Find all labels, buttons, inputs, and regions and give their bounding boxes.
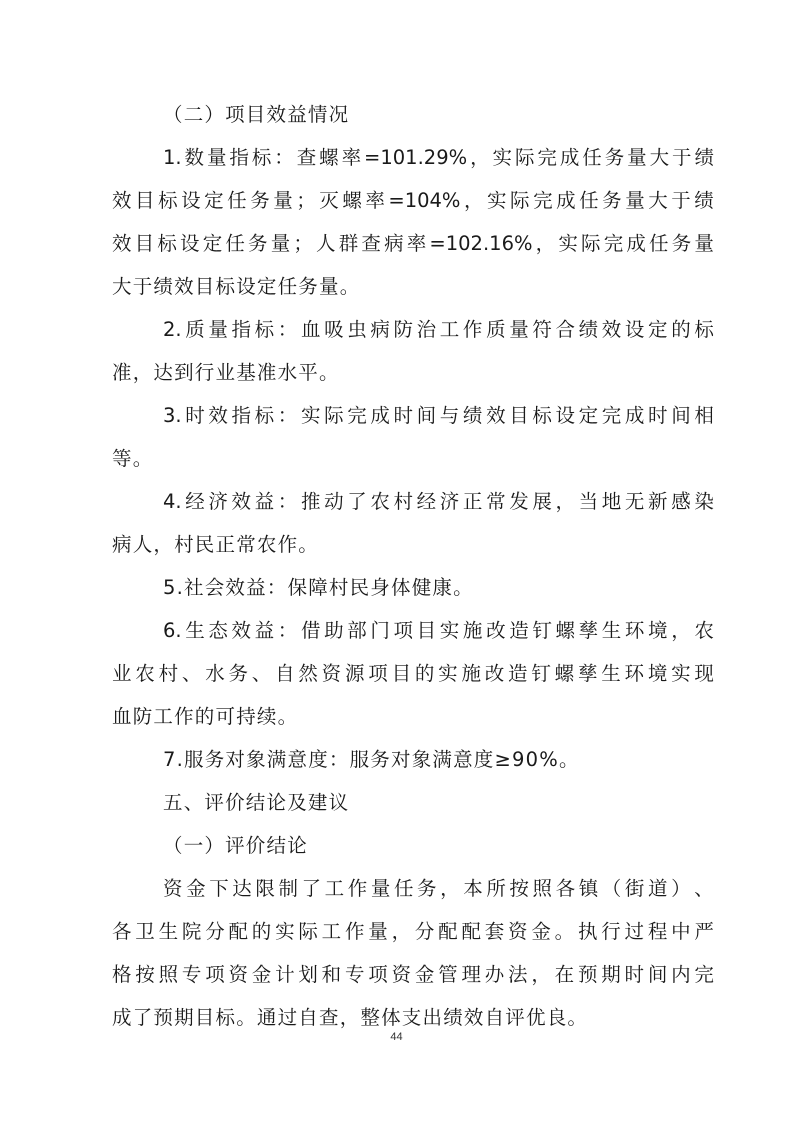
paragraph-line: 血防工作的可持续。: [112, 705, 299, 728]
paragraph-line: 7.服务对象满意度：服务对象满意度≥90%。: [163, 748, 580, 771]
paragraph-line: 效 目 标 设 定 任 务 量 ； 人 群 查 病 率 =102.16% ， 实 际 完 成 任 务 量: [112, 232, 714, 255]
paragraph-line: 各 卫 生 院 分 配 的 实 际 工 作 量 ， 分 配 配 套 资 金 。 执 行 过 程 中 严: [112, 920, 714, 943]
paragraph-line: 成了预期目标。通过自查，整体支出绩效自评优良。: [112, 1006, 589, 1029]
paragraph-line: 资 金 下 达 限 制 了 工 作 量 任 务 ， 本 所 按 照 各 镇 （ 街 道 ） 、: [163, 877, 714, 900]
subsection-heading-project-benefits: （二）项目效益情况: [163, 103, 350, 126]
paragraph-line: 6. 生 态 效 益 ： 借 助 部 门 项 目 实 施 改 造 钉 螺 孳 生 环 境 ， 农: [163, 619, 714, 642]
paragraph-line: 2. 质 量 指 标 ： 血 吸 虫 病 防 治 工 作 质 量 符 合 绩 效 设 定 的 标: [163, 318, 714, 341]
paragraph-line: 3. 时 效 指 标 ： 实 际 完 成 时 间 与 绩 效 目 标 设 定 完 成 时 间 相: [163, 404, 714, 427]
paragraph-line: 等。: [112, 447, 154, 470]
paragraph-line: 准，达到行业基准水平。: [112, 361, 340, 384]
paragraph-line: 5.社会效益：保障村民身体健康。: [163, 576, 474, 599]
paragraph-line: 效 目 标 设 定 任 务 量 ； 灭 螺 率 =104% ， 实 际 完 成 任 务 量 大 于 绩: [112, 189, 714, 212]
paragraph-line: 病人，村民正常农作。: [112, 533, 320, 556]
page-number: 44: [390, 1031, 403, 1043]
subsection-heading-conclusion: （一）评价结论: [163, 834, 308, 857]
paragraph-line: 业 农 村 、 水 务 、 自 然 资 源 项 目 的 实 施 改 造 钉 螺 孳 生 环 境 实 现: [112, 662, 714, 685]
paragraph-line: 4. 经 济 效 益 ： 推 动 了 农 村 经 济 正 常 发 展 ， 当 地 无 新 感 染: [163, 490, 714, 513]
paragraph-line: 大于绩效目标设定任务量。: [112, 275, 361, 298]
paragraph-line: 格 按 照 专 项 资 金 计 划 和 专 项 资 金 管 理 办 法 ， 在 预 期 时 间 内 完: [112, 963, 714, 986]
section-heading-evaluation-conclusion: 五、评价结论及建议: [163, 791, 350, 814]
paragraph-line: 1. 数 量 指 标 ： 查 螺 率 =101.29% ， 实 际 完 成 任 务 量 大 于 绩: [163, 146, 714, 169]
